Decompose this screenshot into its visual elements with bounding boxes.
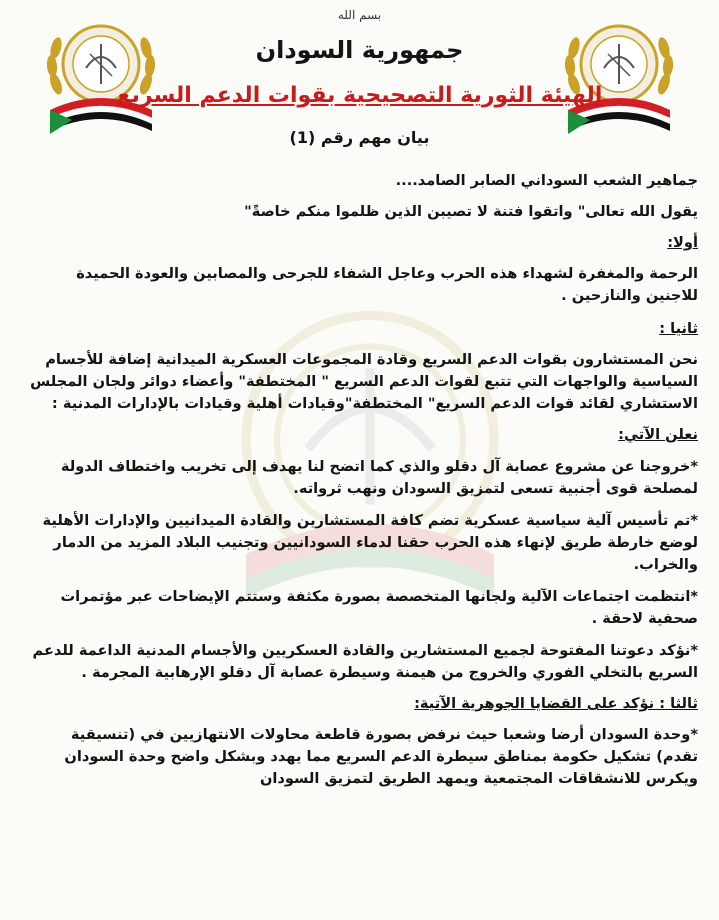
section-third-label: ثالثا : نؤكد على القضايا الجوهرية الآتية: <box>414 695 698 712</box>
declaration-item-5: *وحدة السودان أرضا وشعبا حيث نرفض بصورة قاطعة محاولات الانتهازيين في (تنسيقية تقدم) تشكيل حكومة بمناطق سيطرة الدعم السريع مما يهدد وبشكل واضح وحدة السودان ويكرس للانشقاقات المجتمعية ويمهد الطريق لتمزيق السودان <box>64 726 698 787</box>
section-first-label: أولا: <box>667 234 698 251</box>
statement-body <box>26 170 698 790</box>
section-second-text: نحن المستشارون بقوات الدعم السريع وقادة المجموعات العسكرية الميدانية إضافة للأجسام السياسية والواجهات التي تتبع لقوات الدعم السريع " المختطفة" وأعضاء دوائر ولجان المجلس الاستشاري لقائد قوات الدعم السريع" المختطفة"وقيادات أهلية وقيادات بالإدارات المدنية : <box>30 351 698 412</box>
declaration-item-3: *انتظمت اجتماعات الآلية ولجانها المتخصصة بصورة مكثفة وستتم الإيضاحات عبر مؤتمرات صحفية لاحقة . <box>60 588 698 627</box>
statement-number: بيان مهم رقم (1) <box>289 128 430 147</box>
emblem-left-icon <box>42 14 160 136</box>
authority-title: الهيئة الثورية التصحيحية بقوات الدعم السريع <box>116 83 603 108</box>
emblem-right <box>560 14 678 136</box>
emblem-left <box>42 14 160 136</box>
section-first-text: الرحمة والمغفرة لشهداء هذه الحرب وعاجل الشفاء للجرحى والمصابين والعودة الحميدة للاجنين والنازحين . <box>76 265 698 304</box>
emblem-right-icon <box>560 14 678 136</box>
declaration-item-2: *تم تأسيس آلية سياسية عسكرية تضم كافة المستشارين والقادة الميدانيين والإدارات الأهلية لوضع خارطة طريق لإنهاء هذه الحرب حقنا لدماء السودانيين وتجنيب البلاد المزيد من الدمار والخراب. <box>42 512 698 573</box>
declaration-item-1: *خروجنا عن مشروع عصابة آل دقلو والذي كما اتضح لنا يهدف إلى تخريب واختطاف الدولة لمصلحة قوى أجنبية تسعى لتمزيق السودان ونهب ثرواته. <box>60 458 698 497</box>
declare-label: نعلن الآتي: <box>618 426 698 443</box>
republic-title: جمهورية السودان <box>255 36 464 64</box>
quran-quote: يقول الله تعالى" واتقوا فتنة لا تصيبن الذين ظلموا منكم خاصةً" <box>244 203 698 220</box>
section-second-label: ثانيا : <box>659 320 698 337</box>
greeting: جماهير الشعب السوداني الصابر الصامد.... <box>395 172 698 189</box>
declaration-item-4: *نؤكد دعوتنا المفتوحة لجميع المستشارين والقادة العسكريين والأجسام المدنية الداعمة للدعم السريع بالتخلي الفوري والخروج من هيمنة وسيطرة عصابة آل دقلو الإرهابية المجرمة . <box>32 642 698 681</box>
bismillah-calligraphy: بسم الله <box>337 8 382 22</box>
